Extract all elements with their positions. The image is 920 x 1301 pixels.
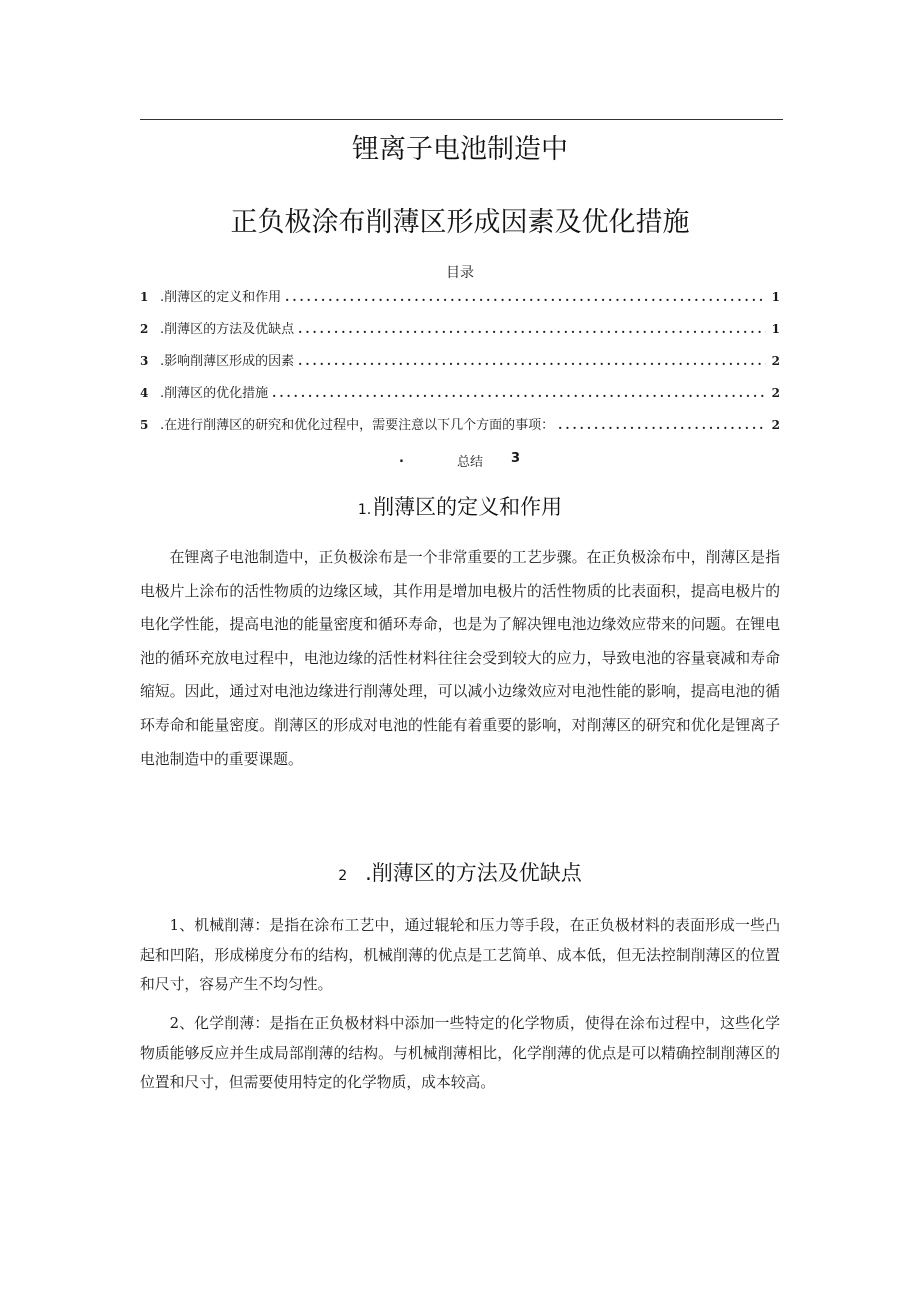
toc-entry-number: 2 [140, 322, 149, 336]
toc-summary-dot: . [399, 451, 404, 466]
toc-entry-page: 1 [771, 322, 780, 336]
toc-leader-dots [298, 322, 766, 336]
toc-entry-1[interactable] [140, 286, 780, 318]
toc-entry-number: 5 [140, 418, 149, 432]
document-title-line-2: 正负极涂布削薄区形成因素及优化措施 [230, 207, 690, 238]
toc-entry-text: .削薄区的定义和作用 [160, 290, 282, 305]
toc-entry-number: 1 [140, 290, 149, 304]
toc-summary-page: 3 [511, 451, 521, 466]
toc-entry-number: 4 [140, 386, 149, 400]
section-1-heading [0, 491, 920, 521]
section-2-heading [0, 857, 920, 887]
toc-entry-page: 2 [771, 418, 780, 432]
section-1-paragraph: 在锂离子电池制造中，正负极涂布是一个非常重要的工艺步骤。在正负极涂布中，削薄区是指电极片上涂布的活性物质的边缘区域，其作用是增加电极片的活性物质的比表面积，提高电极片的电化学性能，提高电池的能量密度和循环寿命，也是为了解决锂电池边缘效应带来的问题。在锂电池的循环充放电过程中，电池边缘的活性材料往往会受到较大的应力，导致电池的容量衰减和寿命缩短。因此，通过对电池边缘进行削薄处理，可以减小边缘效应对电池性能的影响，提高电池的循环寿命和能量密度。削薄区的形成对电池的性能有着重要的影响，对削薄区的研究和优化是锂离子电池制造中的重要课题。 [140, 549, 780, 768]
toc-summary-label: 总结 [457, 455, 484, 470]
toc-entry-page: 2 [771, 354, 780, 368]
toc-entry-text: .削薄区的方法及优缺点 [160, 322, 295, 337]
toc-leader-dots [285, 290, 766, 304]
toc-entry-3[interactable] [140, 350, 780, 382]
toc-entry-text: .削薄区的优化措施 [160, 386, 269, 401]
toc-entry-5[interactable] [140, 414, 780, 446]
section-2-title: .削薄区的方法及优缺点 [365, 861, 582, 885]
toc-leader-dots [558, 418, 766, 432]
toc-entry-4[interactable] [140, 382, 780, 414]
table-of-contents [140, 286, 780, 446]
toc-entry-text: .在进行削薄区的研究和优化过程中，需要注意以下几个方面的事项： [160, 418, 555, 433]
toc-entry-2[interactable] [140, 318, 780, 350]
toc-heading: 目录 [446, 265, 474, 281]
header-rule [140, 119, 783, 120]
section-1-number: 1. [357, 502, 372, 518]
toc-leader-dots [272, 386, 766, 400]
section-2-paragraph-2: 2、化学削薄：是指在正负极材料中添加一些特定的化学物质，使得在涂布过程中，这些化学物质能够反应并生成局部削薄的结构。与机械削薄相比，化学削薄的优点是可以精确控制削薄区的位置和尺寸，但需要使用特定的化学物质，成本较高。 [140, 1015, 780, 1091]
toc-entry-text: .影响削薄区形成的因素 [160, 354, 295, 369]
section-2-paragraph-1: 1、机械削薄：是指在涂布工艺中，通过辊轮和压力等手段，在正负极材料的表面形成一些凸起和凹陷，形成梯度分布的结构，机械削薄的优点是工艺简单、成本低，但无法控制削薄区的位置和尺寸，容易产生不均匀性。 [140, 917, 780, 993]
toc-entry-page: 2 [771, 386, 780, 400]
section-2-number: 2 [338, 868, 348, 884]
section-1-title: 削薄区的定义和作用 [373, 495, 563, 519]
toc-leader-dots [298, 354, 766, 368]
toc-entry-page: 1 [771, 290, 780, 304]
toc-entry-number: 3 [140, 354, 149, 368]
document-title-line-1: 锂离子电池制造中 [352, 134, 568, 165]
